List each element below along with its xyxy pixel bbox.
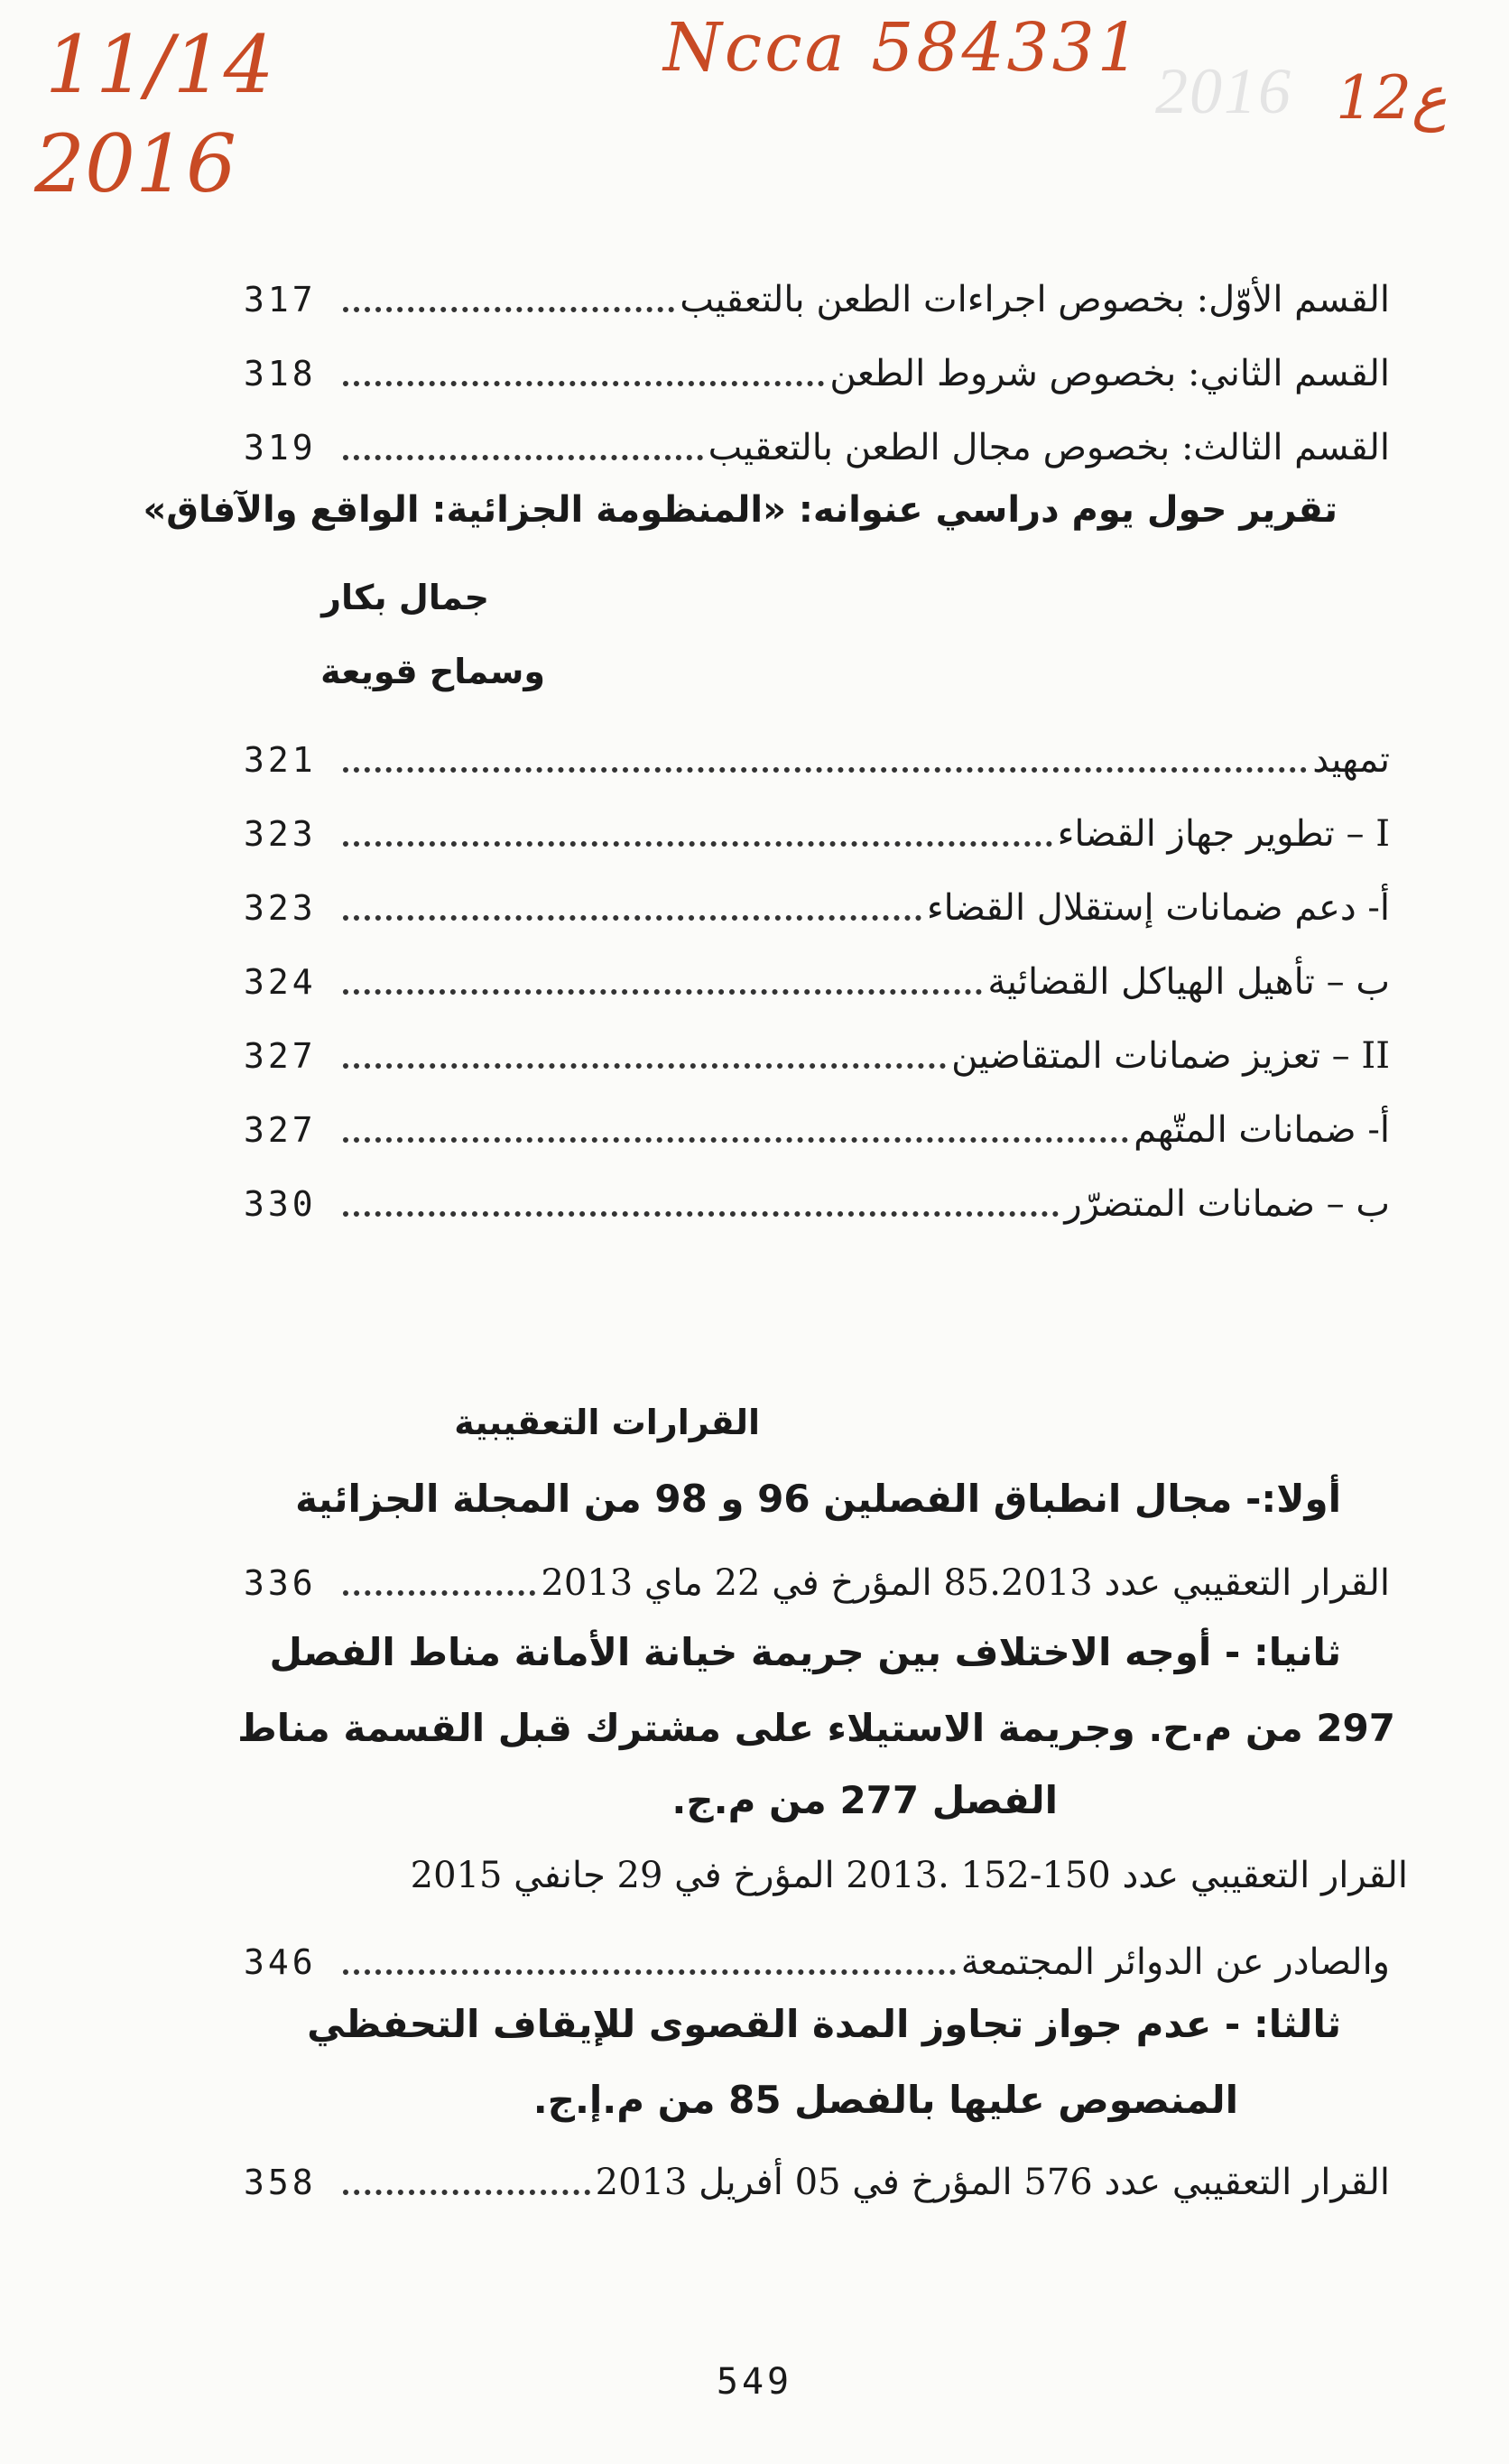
toc-entry-title: والصادر عن الدوائر المجتمعة (960, 1941, 1390, 1983)
handwritten-catalog-code: Ncca 584331 (663, 9, 1143, 87)
report-heading: تقرير حول يوم دراسي عنوانه: «المنظومة الجزائية: الواقع والآفاق» (143, 489, 1338, 531)
toc-entry-page: 330 (244, 1184, 317, 1224)
toc-entry (244, 870, 1390, 933)
toc-entry-page: 327 (244, 1110, 317, 1150)
author-name: جمال بكار (321, 578, 489, 617)
toc-entry-title: I – تطوير جهاز القضاء (1057, 813, 1390, 855)
toc-entry (244, 796, 1390, 859)
dot-leader (343, 1063, 946, 1069)
bleed-through-text: 2016 (1155, 55, 1292, 127)
toc-entry-page: 317 (244, 280, 317, 320)
dot-leader (343, 915, 921, 921)
section-heading-continued: المنصوص عليها بالفصل 85 من م.إ.ج. (532, 2078, 1238, 2122)
toc-entry (244, 336, 1390, 399)
dot-leader (343, 1590, 535, 1596)
toc-entry-page: 321 (244, 740, 317, 780)
toc-entry-page: 319 (244, 428, 317, 468)
dot-leader (343, 1969, 956, 1975)
toc-entry-page: 327 (244, 1036, 317, 1076)
handwritten-mark: 12ع (1336, 63, 1448, 133)
toc-entry-page: 323 (244, 814, 317, 854)
toc-entry (244, 1924, 1390, 1987)
dot-leader (343, 1211, 1059, 1217)
section-heading: أولا:- مجال انطباق الفصلين 96 و 98 من المجلة الجزائية (295, 1477, 1341, 1521)
toc-entry-page: 346 (244, 1942, 317, 1982)
toc-entry-title: القرار التعقيبي عدد 576 المؤرخ في 05 أفريل 2013 (595, 2162, 1390, 2203)
section-heading-continued: 297 من م.ح. وجريمة الاستيلاء على مشترك قبل القسمة مناط (237, 1706, 1395, 1750)
toc-entry (244, 1092, 1390, 1155)
toc-entry (244, 1166, 1390, 1229)
dot-leader (343, 989, 982, 995)
dot-leader (343, 307, 674, 312)
toc-entry-title: II – تعزيز ضمانات المتقاضين (951, 1035, 1390, 1077)
toc-entry-page: 324 (244, 962, 317, 1002)
toc-entry (244, 410, 1390, 473)
toc-entry (244, 2144, 1390, 2208)
toc-entry-title: القسم الثالث: بخصوص مجال الطعن بالتعقيب (708, 427, 1390, 468)
toc-entry (244, 1018, 1390, 1081)
section-heading-continued: الفصل 277 من م.ج. (671, 1778, 1058, 1822)
toc-entry-title: القسم الأوّل: بخصوص اجراءات الطعن بالتعقيب (680, 279, 1390, 320)
toc-entry-title: أ- ضمانات المتّهم (1134, 1109, 1390, 1151)
toc-entry (244, 262, 1390, 325)
dot-leader (343, 455, 703, 460)
toc-entry-title: أ- دعم ضمانات إستقلال القضاء (926, 887, 1390, 929)
toc-entry (244, 1545, 1390, 1608)
decisions-heading: القرارات التعقيبية (454, 1403, 760, 1442)
dot-leader (343, 1137, 1128, 1143)
handwritten-year: 2016 (34, 117, 236, 210)
section-heading: ثالثا: - عدم جواز تجاوز المدة القصوى للإيقاف التحفظي (307, 2002, 1341, 2046)
toc-entry-title: ب – تأهيل الهياكل القضائية (987, 961, 1390, 1003)
toc-entry (244, 722, 1390, 785)
toc-entry (244, 944, 1390, 1007)
page-number: 549 (716, 2361, 793, 2403)
toc-entry-page: 336 (244, 1563, 317, 1603)
toc-entry-title: ب – ضمانات المتضرّر (1064, 1183, 1390, 1225)
dot-leader (343, 767, 1307, 773)
toc-entry-title: تمهيد (1312, 739, 1390, 781)
toc-entry-page: 358 (244, 2163, 317, 2202)
section-heading: ثانيا: - أوجه الاختلاف بين جريمة خيانة الأمانة مناط الفصل (269, 1630, 1341, 1674)
toc-entry-page: 318 (244, 354, 317, 394)
dot-leader (343, 841, 1052, 847)
dot-leader (343, 381, 824, 386)
toc-entry-page: 323 (244, 888, 317, 928)
decision-reference: القرار التعقيبي عدد 150-152 .2013 المؤرخ في 29 جانفي 2015 (410, 1855, 1408, 1896)
toc-entry-title: القرار التعقيبي عدد 85.2013 المؤرخ في 22 ماي 2013 (541, 1562, 1390, 1604)
toc-entry-title: القسم الثاني: بخصوص شروط الطعن (829, 353, 1390, 394)
dot-leader (343, 2190, 590, 2195)
author-name: وسماح قويعة (320, 652, 545, 691)
handwritten-date: 11/14 (45, 18, 274, 111)
